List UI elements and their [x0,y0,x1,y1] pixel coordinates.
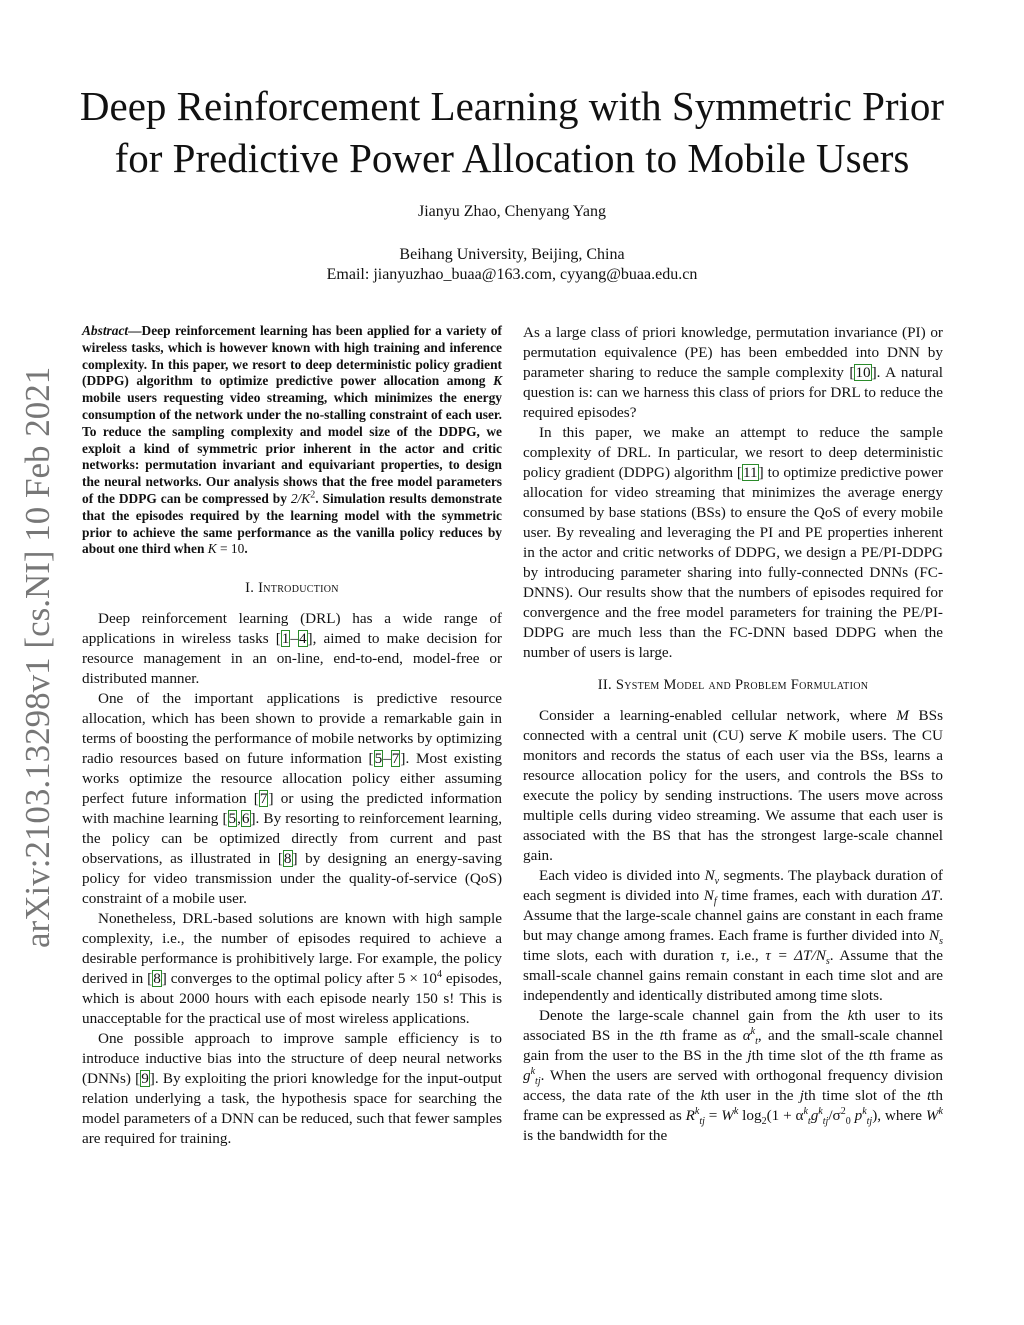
text: episodes, which is about 2000 hours with each episode nearly 150 s! This is unacceptable for the practical use of most wireless applications. [82,970,502,1028]
citation-link[interactable]: 10 [855,364,871,381]
text: ] to optimize predictive power allocation for video streaming that minimizes the average energy consumed by base stations (BSs) to ensure the QoS of every mobile user. By revealing and leveraging the PI and PE properties inherent in the actor and critic networks of DDPG, we design a PE/PI-DDPG by introducing parameter sharing into fully-connected DNNs (FC-DNNS). Our results show that the numbers of episodes required for convergence and the free model parameters for training the PE/PI-DDPG are much less than the FC-DNN based DDPG when the number of users is large. [523,464,944,661]
abstract-label: Abstract [82,323,129,338]
math: 2/K [290,490,311,506]
math: R [685,1107,695,1124]
text: , [237,810,241,828]
right-column [523,323,943,1146]
paragraph [82,689,502,909]
author-list: Jianyu Zhao, Chenyang Yang [418,203,606,220]
text: mobile users. The CU monitors and records the status of each user via the BSs, learns a resource allocation policy for the users, and controls the BSs to execute the policy by sending instructions. The users move across multiple cells during video streaming. We assume that each user is associated with the BS that has the strongest large-scale channel gain. [523,727,943,864]
math-sub: tj [699,1116,705,1128]
math-sub: 2 [761,1116,767,1128]
math: ) [872,1107,878,1124]
citation-link[interactable]: 5 [228,810,237,828]
math: (1 + α [766,1107,804,1124]
citation-link[interactable]: 11 [743,464,758,481]
email-line: Email: jianyuzhao_buaa@163.com, cyyang@buaa.edu.cn [326,266,698,283]
section-name: Introduction [258,580,339,597]
math: W [721,1107,734,1124]
math: τ = ΔT/N [765,947,826,964]
paragraph [523,1006,943,1146]
math: α [742,1027,751,1044]
math-sub: s [825,956,830,968]
text: time slots, each with duration [523,947,721,964]
abstract-text: . Simulation results demonstrate that the episodes required by the learning model with the symmetric prior to achieve the same performance as the vanilla policy reduces by about one third when [82,490,502,557]
math-sup: 4 [437,969,442,981]
text: th frame can be expressed as [523,1087,943,1124]
section-heading-introduction [82,578,502,598]
math-sup: k [803,1105,808,1117]
section-name: System Model and Problem Formulation [615,677,869,693]
text: As a large class of priori knowledge, permutation invariance (PI) or permutation equivalence (PE) has been embedded into DNN by parameter sharing to reduce the sample complexity [ [523,324,943,381]
text: ] converges to the optimal policy after [161,970,398,988]
text: ] or using the predicted information with machine learning [ [82,790,502,828]
math: t [868,1047,874,1064]
text: . Assume that the large-scale channel gains are constant in each frame but may change among frames. Each frame is further divided into [523,887,943,944]
math: g [523,1067,531,1084]
citation-link[interactable]: 4 [298,630,307,648]
math: N [703,887,714,904]
math-sub: tj [535,1076,541,1088]
paragraph [523,866,943,1006]
math: τ [720,947,726,964]
math-sup: 2 [310,489,316,501]
section-number: I. [245,580,259,597]
citation-link[interactable]: 8 [283,850,292,868]
math-sup: k [733,1105,739,1117]
math-sub: tj [866,1116,873,1128]
section-number: II. [597,677,616,693]
text: th user in the [707,1087,800,1104]
paragraph [82,609,502,689]
math: p [850,1107,863,1124]
math-sup: k [530,1065,536,1077]
text: ] by designing an energy-saving policy for video transmission under the quality-of-service (QoS) constraint of a mobile user. [82,850,502,908]
math-sup: k [694,1105,700,1117]
text: , where [877,1107,926,1124]
abstract-text: . [244,541,248,557]
text: segments. The playback duration of each segment is divided into [523,867,943,904]
text: th user to its associated BS in the [523,1007,943,1044]
math: k [700,1087,708,1104]
text: , i.e., [725,947,766,964]
text: ]. By exploiting the priori knowledge for the input-output relation underlying a task, the hypothesis space for searching the model parameters of a DNN can be reduced, such that fewer samples are required for training. [82,1070,503,1148]
math-sup: 2 [840,1105,846,1117]
arxiv-identifier: arXiv:2103.13298v1 [cs.NI] 10 Feb 2021 [18,366,57,949]
math: 5 × 10 [397,970,437,988]
math: N [928,927,940,944]
math: t [659,1027,664,1044]
math-sub: f [713,896,717,908]
text: ]. Most existing works optimize the resource allocation policy either assuming perfect future information [ [82,750,502,808]
text: – [383,750,391,768]
text: , and the small-scale channel gain from the user to the BS in the [523,1027,943,1064]
text: th frame as [663,1027,743,1044]
citation-link[interactable]: 1 [281,630,290,648]
text: Each video is divided into [539,867,705,884]
text: . Assume that the small-scale channel gains remain constant in each time slot and are independently and identically distributed among time slots. [523,947,943,1004]
text: One possible approach to improve sample efficiency is to introduce inductive bias into the structure of deep neural networks (DNNs) [ [82,1030,502,1088]
abstract-text: mobile users requesting video streaming, which minimizes the energy consumption of the network under the no-stalling constraint of each user. To reduce the sampling complexity and model size of the DDPG, we exploit a kind of symmetric prior inherent in the actor and critic networks: permutation invariant and equivariant properties, to design the neural networks. Our analysis shows that the free model parameters of the DDPG can be compressed by [82,390,502,506]
section-heading-system-model [523,675,943,695]
text: Nonetheless, DRL-based solutions are known with high sample complexity, i.e., the number of episodes required to achieve a desirable performance is prohibitively large. For example, the policy derived in [ [82,910,502,988]
math-sub: t [807,1116,811,1128]
text: . When the users are served with orthogonal frequency division access, the data rate of the [523,1067,943,1104]
paragraph [523,323,943,423]
text: ]. By resorting to reinforcement learning, the policy can be optimized directly from current and past observations, as illustrated in [ [82,810,503,868]
text: is the bandwidth for the [523,1127,668,1144]
math: ΔT [921,887,940,904]
text: th time slot of the [751,1047,869,1064]
abstract-dash: — [128,323,142,338]
math: = 10 [216,541,245,557]
paragraph [82,909,502,1029]
math: g [810,1107,819,1124]
math-sub: s [939,936,943,948]
math: K [787,727,798,744]
math-sub: tj [822,1116,829,1128]
text: Consider a learning-enabled cellular network, where [539,707,897,724]
math-sup: k [818,1105,823,1117]
math-sup: k [750,1025,756,1037]
math-sub: 0 [845,1116,851,1128]
left-column [82,323,502,1149]
math: t [926,1087,932,1104]
math: /σ [828,1107,841,1124]
citation-link[interactable]: 7 [391,750,400,768]
citation-link[interactable]: 5 [374,750,383,768]
title-line-1: Deep Reinforcement Learning with Symmetric Prior [79,83,945,129]
paper-title [60,80,964,184]
affiliation-block [0,245,1024,285]
text: = [704,1107,722,1124]
text: One of the important applications is predictive resource allocation, which has been shown to provide a remarkable gain in terms of boosting the performance of mobile networks by optimizing radio resources based on future information [ [82,690,502,768]
paragraph [82,1029,502,1149]
citation-link[interactable]: 9 [141,1070,149,1088]
math: k [847,1007,855,1024]
math-sub: v [714,876,720,888]
paragraph [523,706,943,866]
citation-link[interactable]: 6 [241,810,250,828]
paragraph [523,423,943,663]
text: th frame as [873,1047,944,1064]
abstract [82,323,502,558]
text: Deep reinforcement learning (DRL) has a wide range of applications in wireless tasks [ [82,610,502,648]
math-sup: k [938,1105,943,1117]
text: ]. A natural question is: can we harness this class of priors for DRL to reduce the required episodes? [523,364,944,421]
math: log [738,1107,762,1124]
math: j [747,1047,752,1064]
math: K [207,541,217,557]
text: Denote the large-scale channel gain from the [539,1007,848,1024]
math: W [925,1107,939,1124]
math: K [493,373,502,389]
text: – [290,630,298,648]
text: BSs connected with a central unit (CU) serve [523,707,943,744]
title-line-2: for Predictive Power Allocation to Mobile Users [114,135,910,181]
math: N [704,867,715,884]
math-sup: k [862,1105,867,1117]
text: time frames, each with duration [716,887,922,904]
affiliation: Beihang University, Beijing, China [399,246,625,263]
citation-link[interactable]: 7 [259,790,268,808]
text: th time slot of the [803,1087,927,1104]
citation-link[interactable]: 8 [153,970,161,988]
text: In this paper, we make an attempt to reduce the sample complexity of DRL. In particular, we resort to deep deterministic policy gradient (DDPG) algorithm [ [523,424,943,481]
spacer [523,663,943,675]
abstract-text: Deep reinforcement learning has been applied for a variety of wireless tasks, which is however known with high training and inference complexity. In this paper, we resort to deep deterministic policy gradient (DDPG) algorithm to optimize predictive power allocation among [82,323,502,389]
math: M [896,707,909,724]
text: ], aimed to make decision for resource management in an on-line, end-to-end, model-free or distributed manner. [82,630,502,688]
math: j [799,1087,804,1104]
math-sub: t [755,1036,758,1048]
